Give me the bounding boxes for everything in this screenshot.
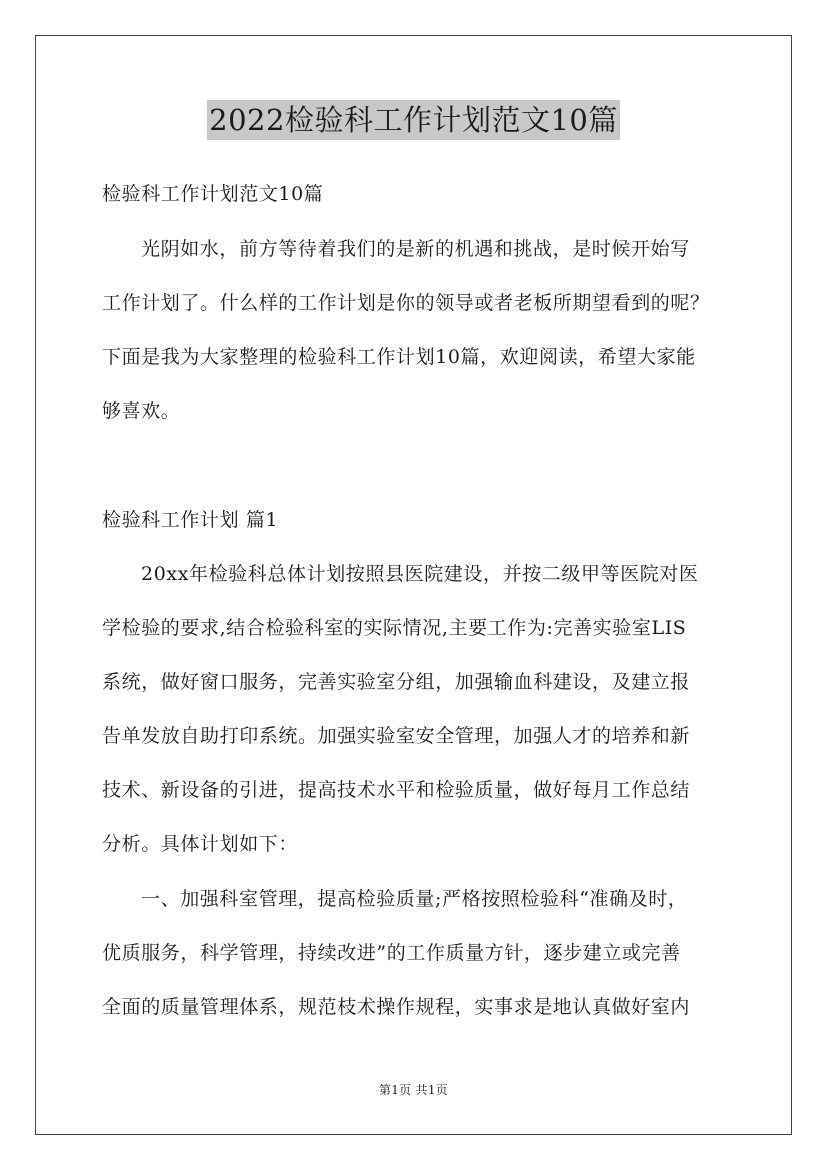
paragraph-line: 20xx年检验科总体计划按照县医院建设，并按二级甲等医院对医 (141, 563, 699, 585)
paragraph-line: 分析。具体计划如下： (102, 833, 299, 855)
paragraph-line: 全面的质量管理体系，规范枝术操作规程，实事求是地认真做好室内 (102, 996, 691, 1018)
paragraph-line: 告单发放自助打印系统。加强实验室安全管理，加强人才的培养和新 (102, 725, 691, 747)
section-heading: 检验科工作计划 篇1 (102, 509, 279, 531)
paragraph-line: 技术、新设备的引进，提高技术水平和检验质量，做好每月工作总结 (102, 779, 691, 801)
paragraph-line: 学检验的要求,结合检验科室的实际情况,主要工作为:完善实验室LIS (102, 617, 687, 639)
page-number-footer: 第1页 共1页 (378, 1083, 449, 1097)
paragraph-line: 工作计划了。什么样的工作计划是你的领导或者老板所期望看到的呢？ (102, 292, 710, 314)
document-title: 2022检验科工作计划范文10篇 (207, 100, 620, 140)
paragraph-line: 够喜欢。 (102, 400, 181, 422)
title-block (0, 100, 827, 140)
paragraph-line: 下面是我为大家整理的检验科工作计划10篇，欢迎阅读，希望大家能 (102, 346, 696, 368)
paragraph-line: 一、加强科室管理，提高检验质量;严格按照检验科“准确及时， (141, 888, 688, 910)
paragraph-line: 光阴如水，前方等待着我们的是新的机遇和挑战，是时候开始写 (141, 238, 690, 260)
document-subtitle: 检验科工作计划范文10篇 (102, 183, 324, 205)
paragraph-line: 优质服务，科学管理，持续改进”的工作质量方针，逐步建立或完善 (102, 942, 681, 964)
paragraph-line: 系统，做好窗口服务，完善实验室分组，加强输血科建设，及建立报 (102, 671, 691, 693)
